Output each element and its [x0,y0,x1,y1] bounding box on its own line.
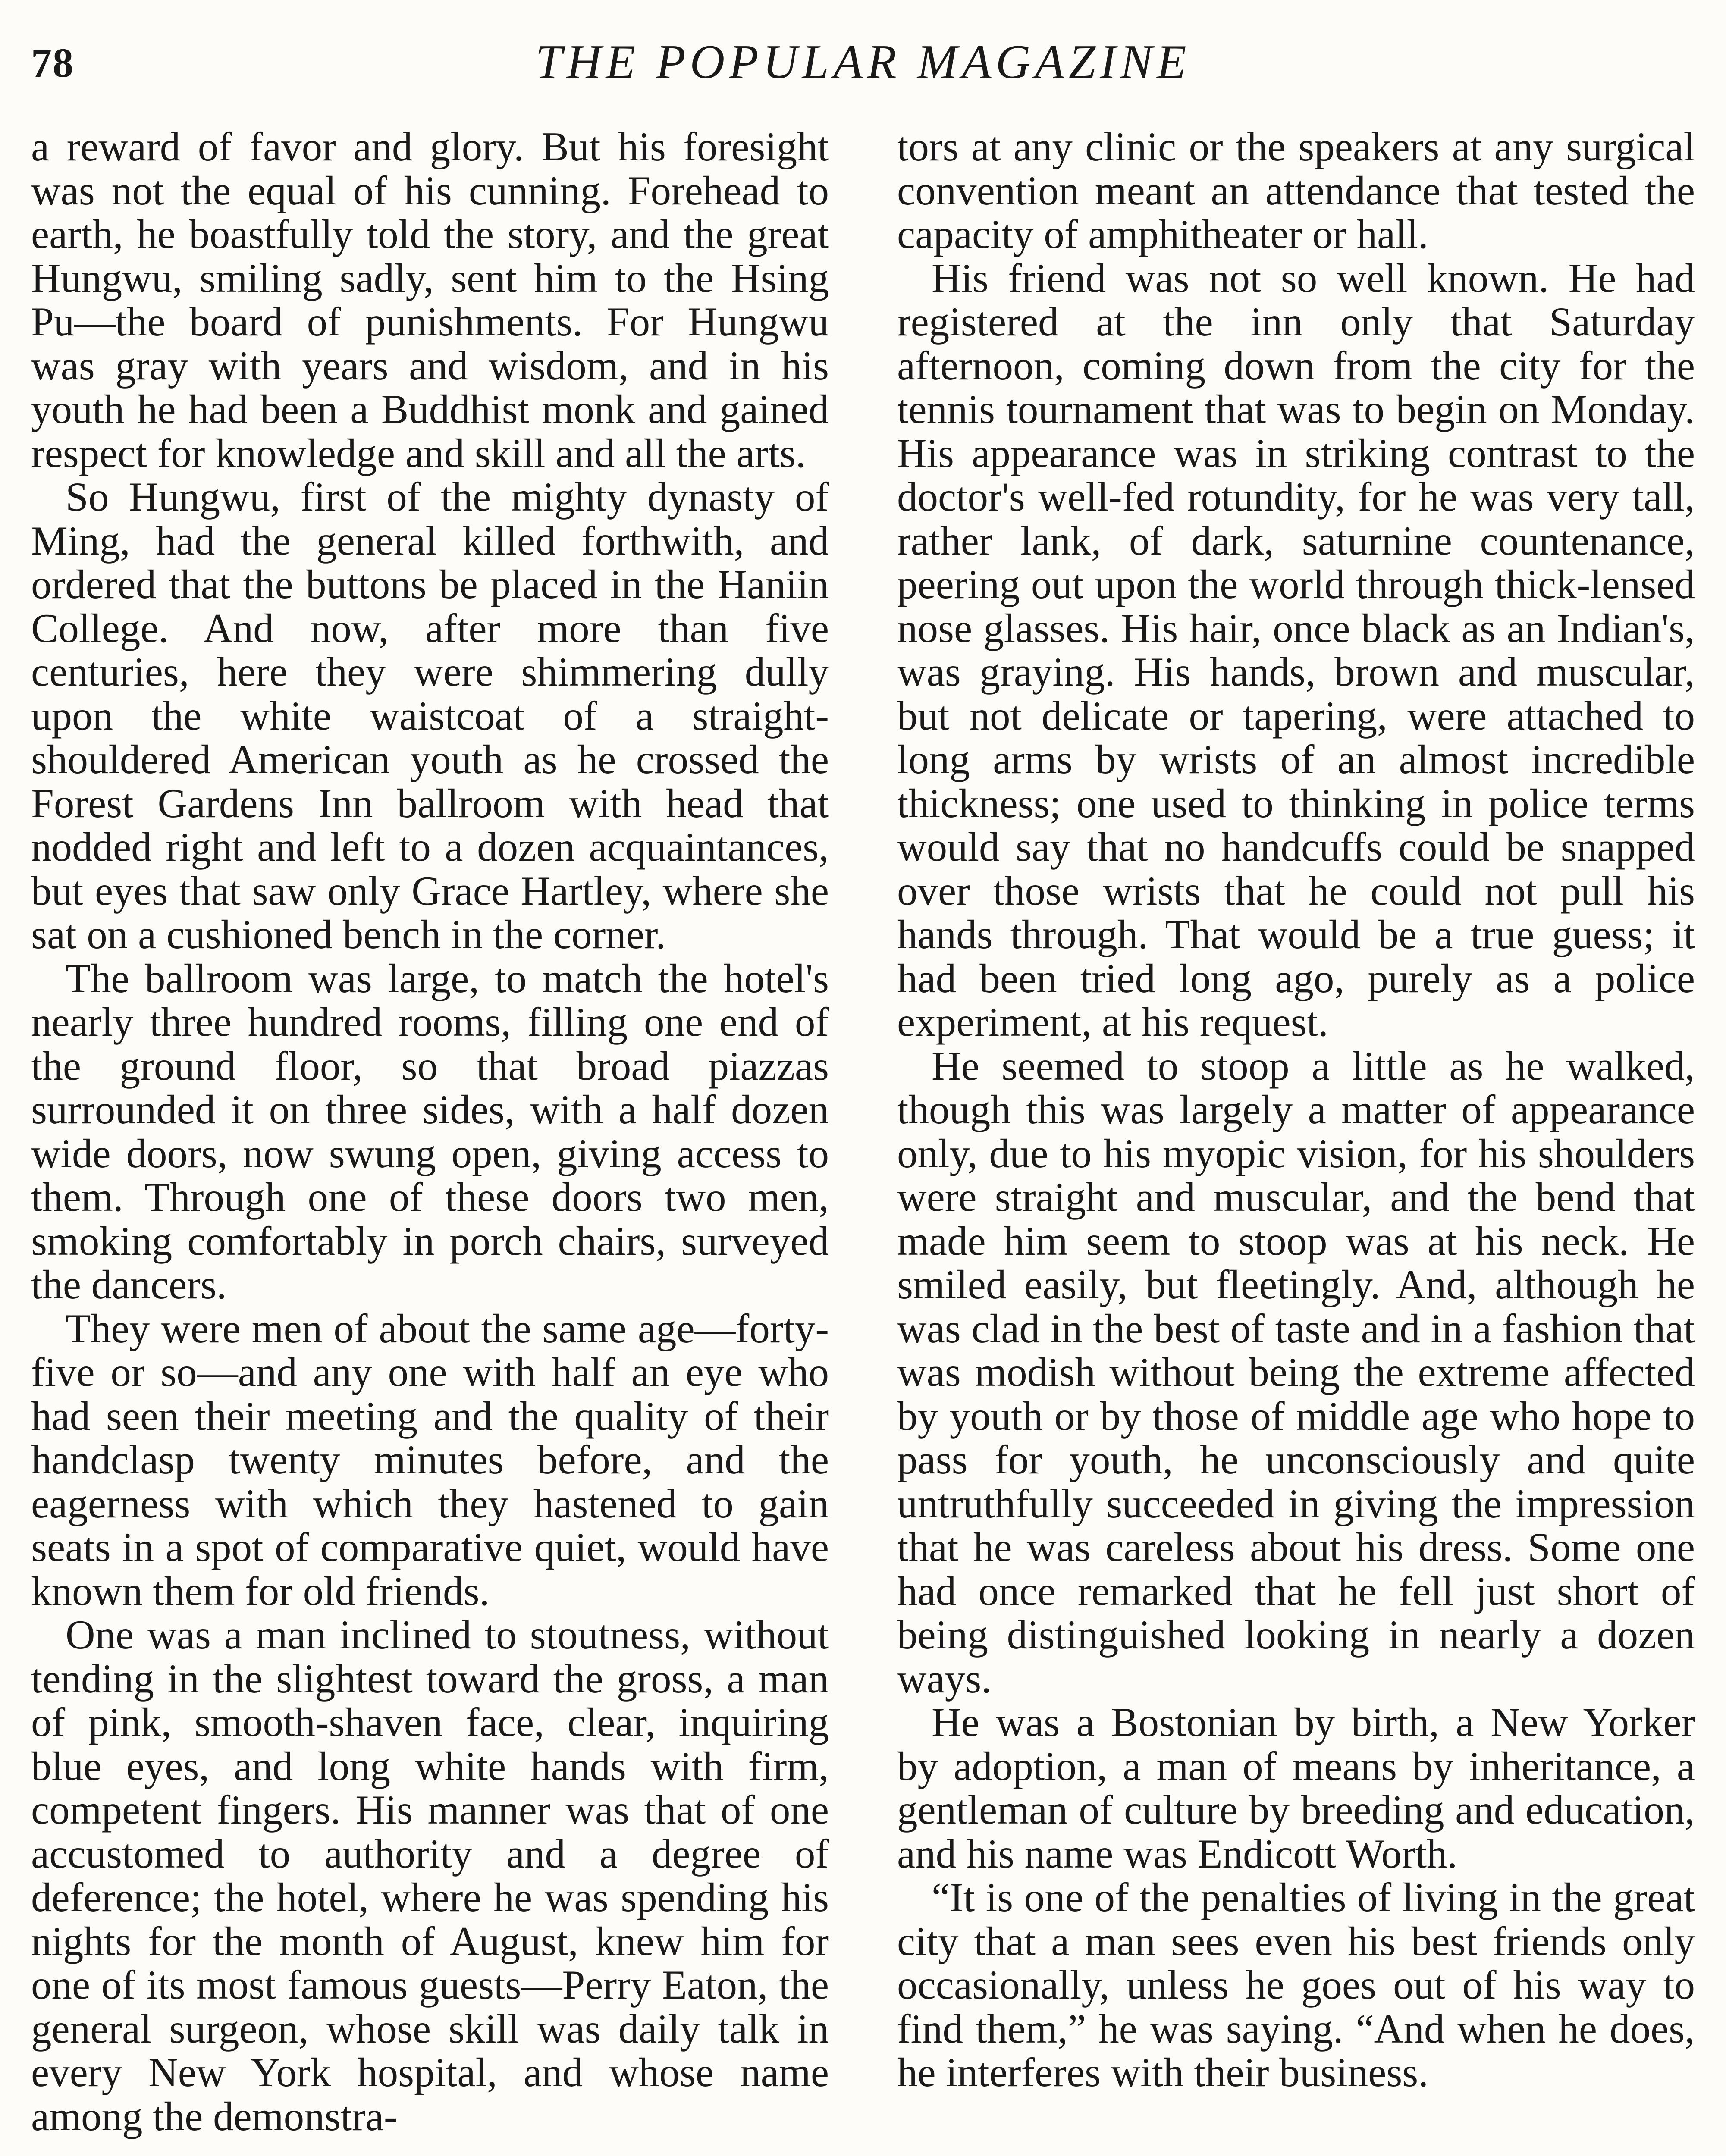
paragraph: He was a Bostonian by birth, a New Yorker by adoption, a man of means by inheritance, a gentleman of culture by breeding and education, and his name was Endicott Worth. [897,1699,1695,1877]
body-columns [31,125,1695,2156]
paragraph: They were men of about the same age—forty-five or so—and any one with half an eye who had seen their meeting and the quality of their handclasp twenty minutes before, and the eagerness with which they hastened to gain seats in a spot of comparative quiet, would have known them for old friends. [31,1305,829,1614]
running-title: THE POPULAR MAGAZINE [535,35,1191,89]
paragraph: a reward of favor and glory. But his foresight was not the equal of his cunning. Forehead to earth, he boastfully told the story, and the great Hungwu, smiling sadly, sent him to the Hsing Pu—the board of punishments. For Hungwu was gray with years and wisdom, and in his youth he had been a Buddhist monk and gained respect for knowledge and skill and all the arts. [31,124,829,476]
right-column [897,125,1695,2156]
page-header [31,26,1695,125]
paragraph: His friend was not so well known. He had registered at the inn only that Saturday afternoon, coming down from the city for the tennis tournament that was to begin on Monday. His appearance was in striking contrast to the doctor's well-fed rotundity, for he was very tall, rather lank, of dark, saturnine countenance, peering out upon the world through thick-lensed nose glasses. His hair, once black as an Indian's, was graying. His hands, brown and muscular, but not delicate or tapering, were attached to long arms by wrists of an almost incredible thickness; one used to thinking in police terms would say that no handcuffs could be snapped over those wrists that he could not pull his hands through. That would be a true guess; it had been tried long ago, purely as a police experiment, at his request. [897,255,1695,1045]
paragraph: tors at any clinic or the speakers at any surgical convention meant an attendance that tested the capacity of amphitheater or hall. [897,124,1695,257]
paragraph: He seemed to stoop a little as he walked, though this was largely a matter of appearance only, due to his myopic vision, for his shoulders were straight and muscular, and the bend that made him seem to stoop was at his neck. He smiled easily, but fleetingly. And, although he was clad in the best of taste and in a fashion that was modish without being the extreme affected by youth or by those of middle age who hope to pass for youth, he unconsciously and quite untruthfully succeeded in giving the impression that he was careless about his dress. Some one had once remarked that he fell just short of being distinguished looking in nearly a dozen ways. [897,1043,1695,1702]
paragraph: One was a man inclined to stoutness, without tending in the slightest toward the gross, a man of pink, smooth-shaven face, clear, inquiring blue eyes, and long white hands with firm, competent fingers. His manner was that of one accustomed to authority and a degree of deference; the hotel, where he was spending his nights for the month of August, knew him for one of its most famous guests—Perry Eaton, the general surgeon, whose skill was daily talk in every New York hospital, and whose name among the demonstra- [31,1612,829,2139]
page-number: 78 [31,40,74,86]
left-column [31,125,829,2156]
paragraph: “It is one of the penalties of living in the great city that a man sees even his best friends only occasionally, unless he goes out of his way to find them,” he was saying. “And when he does, he interferes with their business. [897,1874,1695,2095]
paragraph: The ballroom was large, to match the hotel's nearly three hundred rooms, filling one end of the ground floor, so that broad piazzas surrounded it on three sides, with a half dozen wide doors, now swung open, giving access to them. Through one of these doors two men, smoking comfortably in porch chairs, surveyed the dancers. [31,955,829,1307]
paragraph: So Hungwu, first of the mighty dynasty of Ming, had the general killed forthwith, and ordered that the buttons be placed in the Haniin College. And now, after more than five centuries, here they were shimmering dully upon the white waistcoat of a straight-shouldered American youth as he crossed the Forest Gardens Inn ballroom with head that nodded right and left to a dozen acquaintances, but eyes that saw only Grace Hartley, where she sat on a cushioned bench in the corner. [31,474,829,957]
